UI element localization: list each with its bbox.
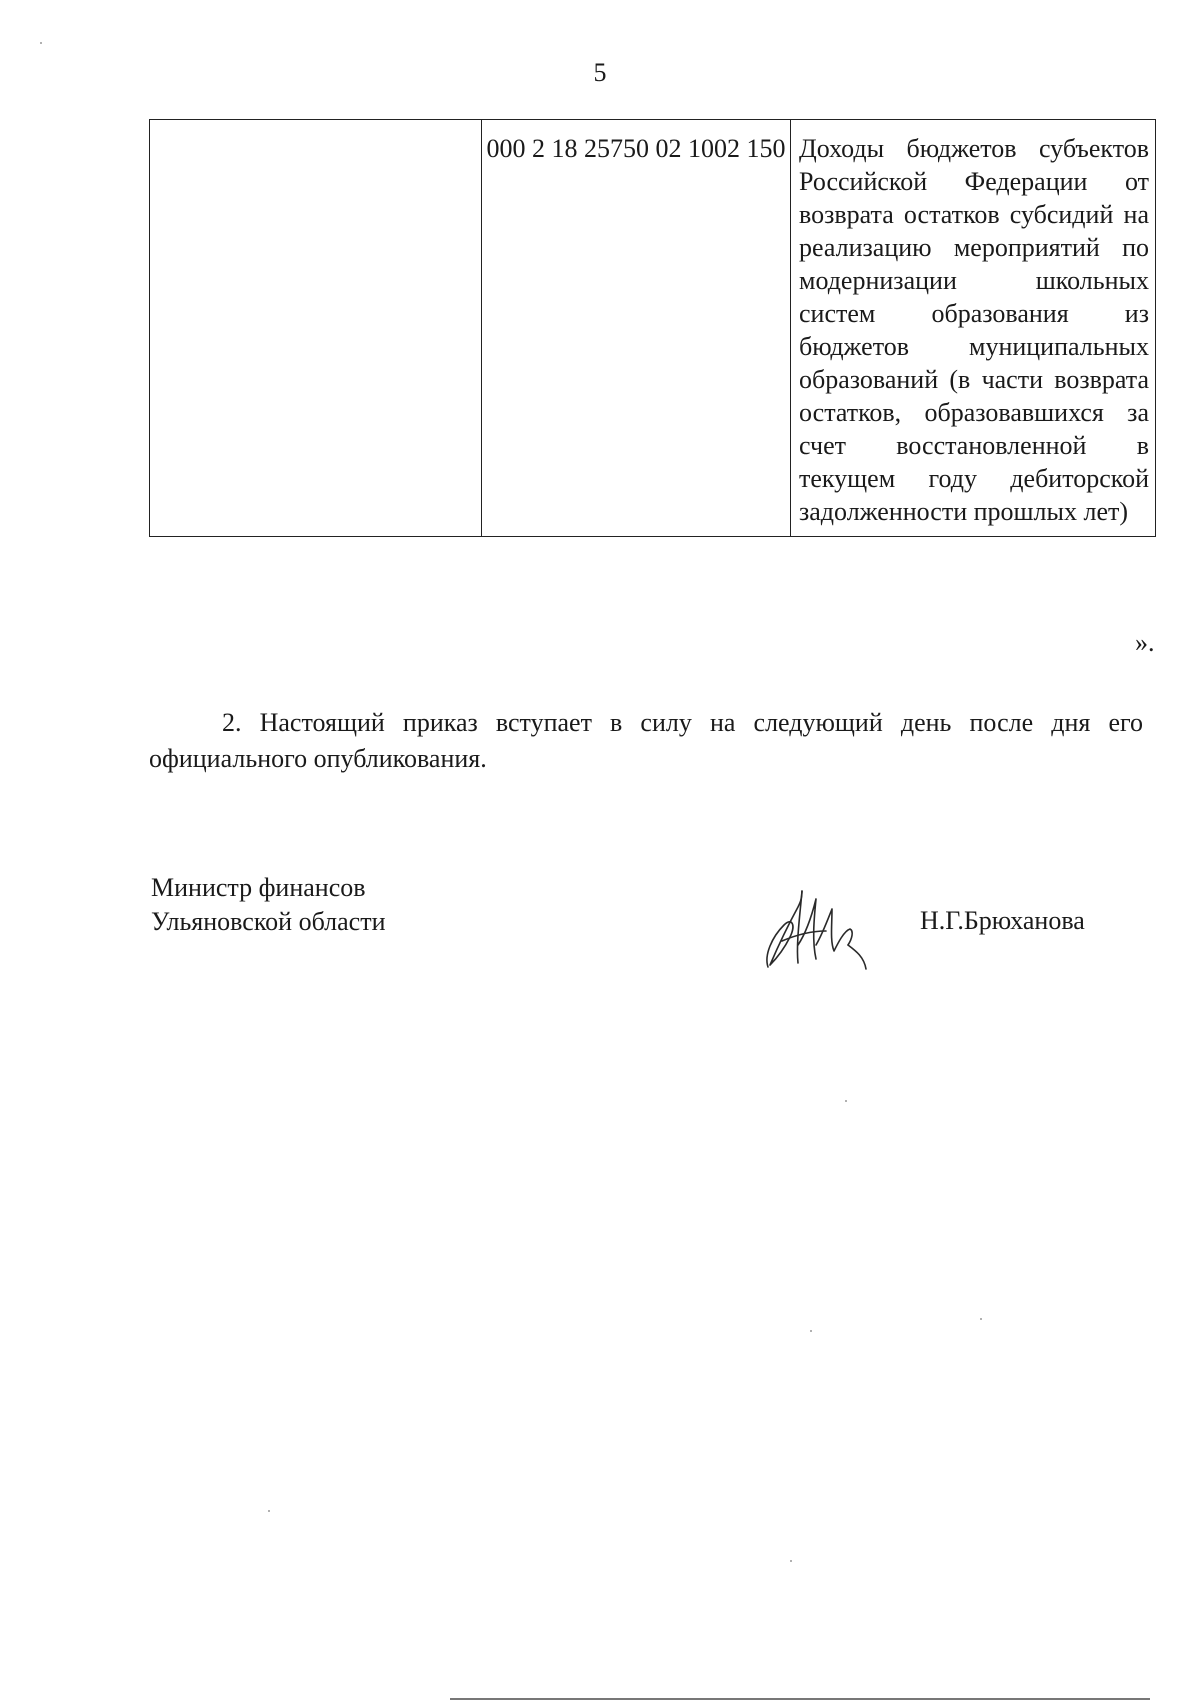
table-row bbox=[150, 120, 1156, 537]
signatory-name: Н.Г.Брюханова bbox=[920, 906, 1085, 935]
table-cell-description: Доходы бюджетов субъектов Российской Федерации от возврата остатков субсидий на реализацию мероприятий по модернизации школьных систем образования из бюджетов муниципальных образований (в части возврата остатков, образовавшихся за счет восстановленной в текущем году дебиторской задолженности прошлых лет) bbox=[791, 120, 1156, 537]
scan-speck bbox=[845, 1100, 847, 1102]
scan-speck bbox=[980, 1318, 982, 1320]
signatory-title-line-2: Ульяновской области bbox=[151, 907, 386, 936]
scan-speck bbox=[40, 42, 42, 44]
bottom-scan-edge bbox=[450, 1698, 1150, 1700]
scan-speck bbox=[268, 1510, 270, 1512]
budget-code-table bbox=[149, 119, 1156, 537]
signatory-title bbox=[151, 871, 385, 939]
signatory-title-line-1: Министр финансов bbox=[151, 873, 366, 902]
handwritten-signature bbox=[762, 885, 877, 975]
scan-speck bbox=[790, 1560, 792, 1562]
table-cell-code: 000 2 18 25750 02 1002 150 bbox=[482, 120, 791, 537]
closing-quote: ». bbox=[1135, 628, 1155, 657]
page-number: 5 bbox=[593, 58, 607, 87]
table-cell-empty bbox=[150, 120, 482, 537]
paragraph-effective-date: 2. Настоящий приказ вступает в силу на следующий день после дня его официального опубликования. bbox=[149, 708, 1143, 773]
scan-speck bbox=[810, 1330, 812, 1332]
